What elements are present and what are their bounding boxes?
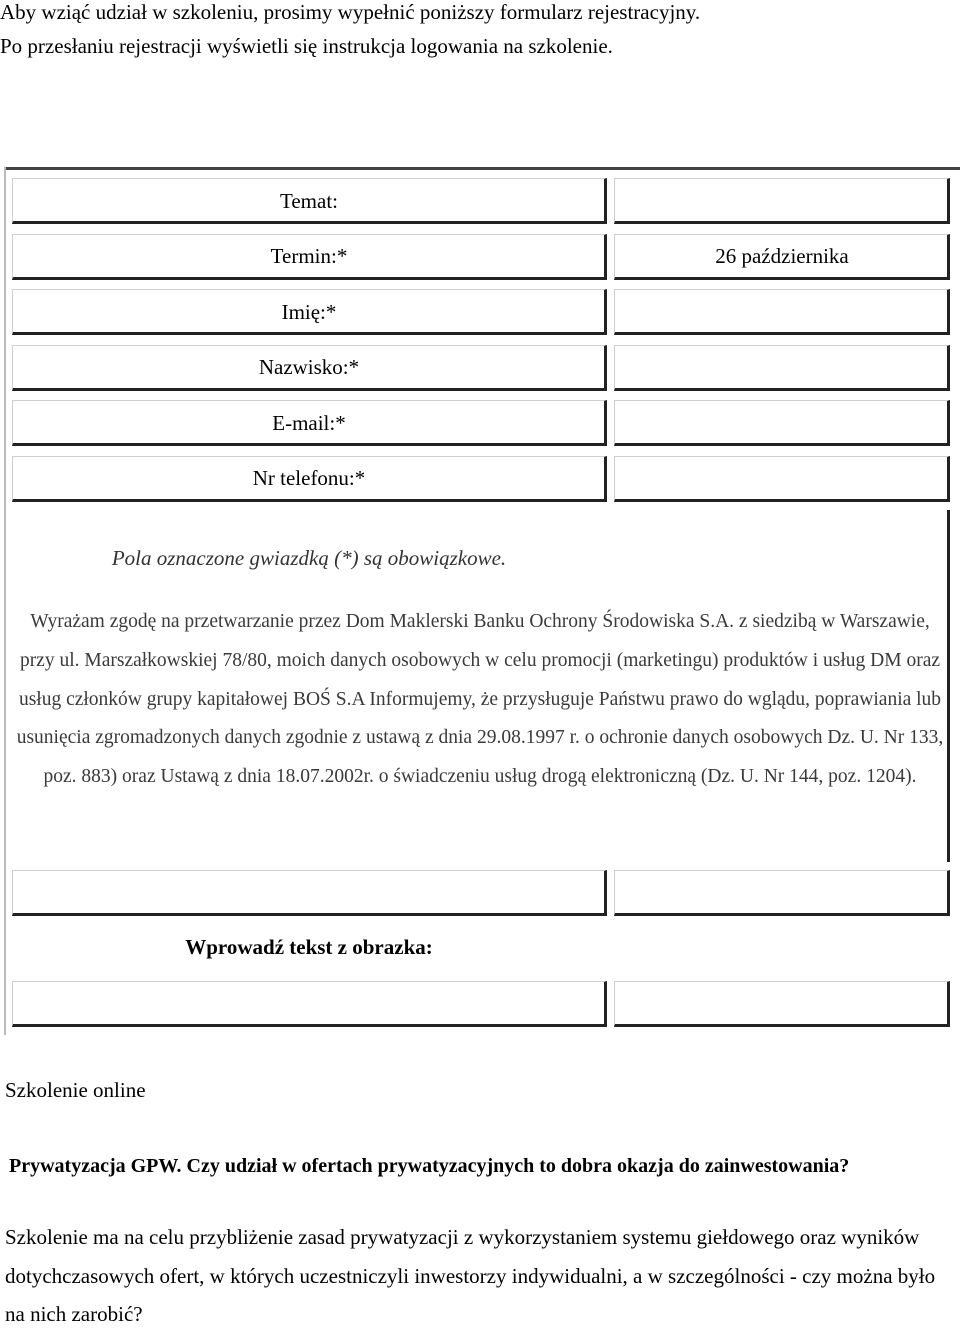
intro-line-1: Aby wziąć udział w szkoleniu, prosimy wypełnić poniższy formularz rejestracyjny. — [0, 0, 701, 24]
course-description: Szkolenie ma na celu przybliżenie zasad prywatyzacji z wykorzystaniem systemu giełdowego oraz wyników dotychczasowych ofert, w których uczestniczyli inwestorzy indywidualni, a w szczególności - czy można było na nich zarobić? — [5, 1225, 936, 1326]
email-input[interactable] — [614, 400, 950, 446]
last-name-input[interactable] — [614, 345, 950, 391]
form-frame-top — [4, 167, 960, 170]
email-label: E-mail:* — [272, 411, 346, 435]
captcha-image-cell — [12, 870, 607, 916]
first-name-input[interactable] — [614, 289, 950, 335]
section-label: Szkolenie online — [5, 1078, 146, 1102]
captcha-input[interactable] — [12, 981, 607, 1027]
required-fields-note: Pola oznaczone gwiazdką (*) są obowiązkowe. — [111, 546, 507, 570]
topic-label: Temat: — [279, 189, 338, 213]
phone-input[interactable] — [614, 456, 950, 502]
captcha-image-side-cell — [614, 870, 950, 916]
date-value: 26 października — [715, 244, 849, 268]
submit-cell[interactable] — [614, 981, 950, 1027]
form-frame-left — [4, 167, 6, 1035]
course-title: Prywatyzacja GPW. Czy udział w ofertach prywatyzacyjnych to dobra okazja do zainwestowania? — [9, 1155, 850, 1177]
first-name-label: Imię:* — [281, 300, 337, 324]
phone-label: Nr telefonu:* — [252, 466, 366, 490]
topic-value-cell — [614, 178, 950, 224]
date-label: Termin:* — [270, 244, 348, 268]
consent-text: Wyrażam zgodę na przetwarzanie przez Dom Maklerski Banku Ochrony Środowiska S.A. z siedzibą w Warszawie, przy ul. Marszałkowskiej 78/80, moich danych osobowych w celu promocji (marketingu) produktów i usług DM oraz usług członków grupy kapitałowej BOŚ S.A Informujemy, że przysługuje Państwu prawo do wglądu, poprawiania lub usunięcia zgromadzonych danych zgodnie z ustawą z dnia 29.08.1997 r. o ochronie danych osobowych Dz. U. Nr 133, poz. 883) oraz Ustawą z dnia 18.07.2002r. o świadczeniu usług drogą elektroniczną (Dz. U. Nr 144, poz. 1204). — [16, 611, 944, 788]
last-name-label: Nazwisko:* — [258, 355, 360, 379]
captcha-label: Wprowadź tekst z obrazka: — [185, 935, 433, 959]
intro-line-2: Po przesłaniu rejestracji wyświetli się instrukcja logowania na szkolenie. — [0, 34, 613, 58]
